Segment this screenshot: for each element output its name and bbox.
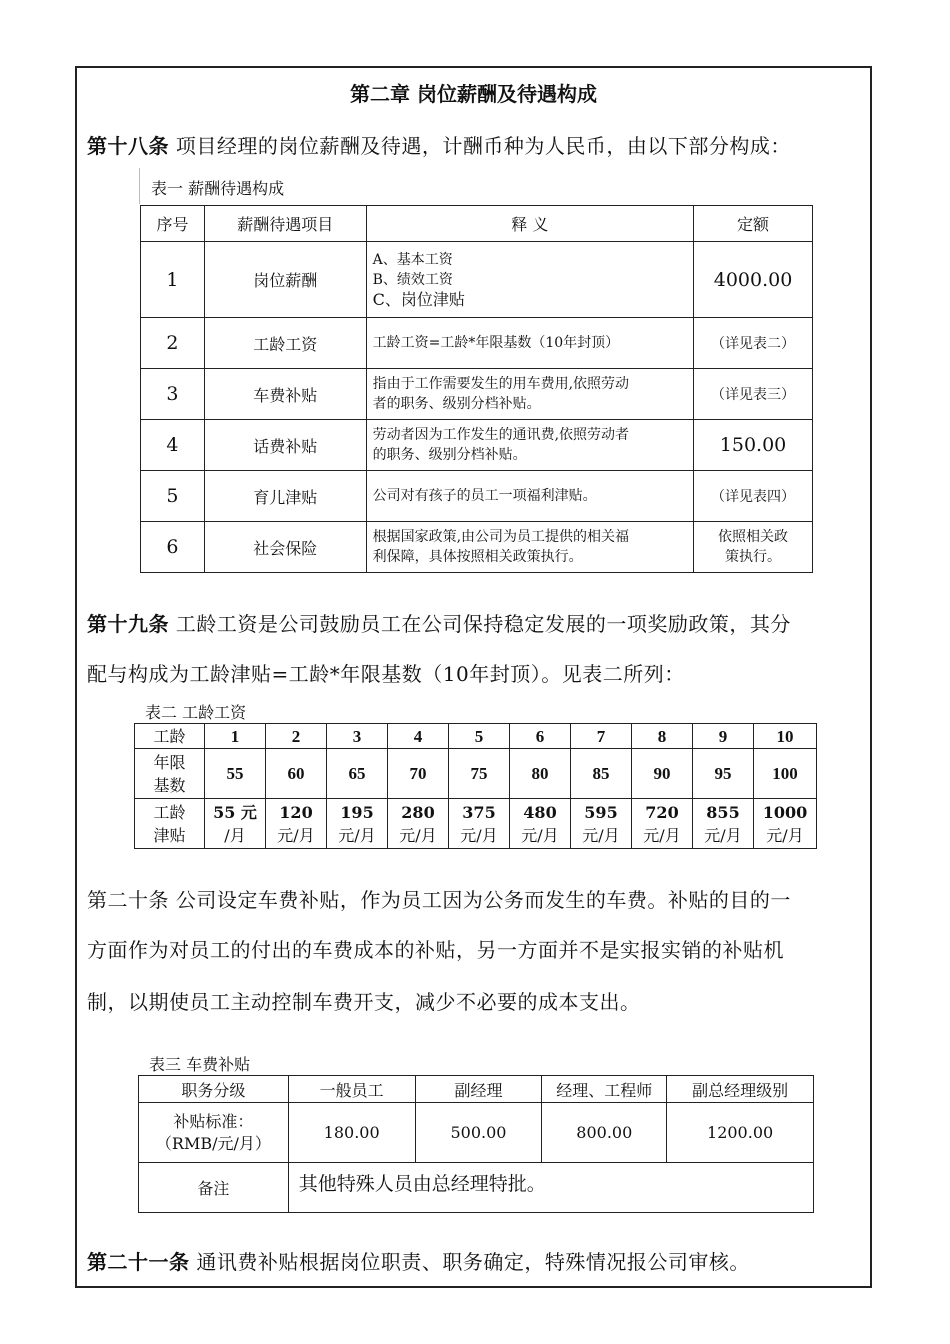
label-line: 津贴 [153, 825, 186, 845]
article-20-line: 制，以期使员工主动控制车费开支，减少不必要的成本支出。 [87, 990, 641, 1014]
row-item: 岗位薪酬 [204, 242, 366, 318]
table3-header: 职务分级 [139, 1076, 289, 1103]
allowance-unit: 元/月 [460, 825, 498, 845]
base-cell: 95 [693, 749, 754, 799]
article-21-text: 通讯费补贴根据岗位职责、职务确定，特殊情况报公司审核。 [196, 1250, 750, 1274]
caption-marker [139, 168, 140, 204]
allowance-unit: 元/月 [521, 825, 559, 845]
row-amount: （详见表四） [694, 471, 813, 522]
note-text: 其他特殊人员由总经理特批。 [288, 1163, 813, 1213]
article-18-label: 第十八条 [87, 134, 169, 158]
row-number: 4 [141, 420, 205, 471]
allowance-unit: 元/月 [704, 825, 742, 845]
year-cell: 2 [266, 724, 327, 749]
base-cell: 90 [632, 749, 693, 799]
chapter-title: 第二章 岗位薪酬及待遇构成 [350, 82, 597, 106]
row-number: 1 [141, 242, 205, 318]
allowance-amount: 595 [584, 802, 618, 822]
row-item: 车费补贴 [204, 369, 366, 420]
document-frame [75, 66, 872, 1288]
article-19-line2: 配与构成为工龄津贴=工龄*年限基数（10年封顶）。见表二所列： [87, 662, 685, 686]
year-cell: 6 [510, 724, 571, 749]
base-cell: 55 [205, 749, 266, 799]
allowance-amount: 55 元 [213, 802, 257, 822]
explanation-line: 根据国家政策,由公司为员工提供的相关福 [372, 529, 630, 545]
allowance-cell [266, 799, 327, 849]
year-cell: 1 [205, 724, 266, 749]
allowance-cell [510, 799, 571, 849]
article-19-text: 工龄工资是公司鼓励员工在公司保持稳定发展的一项奖励政策，其分 [175, 612, 791, 636]
row-explanation [366, 471, 693, 522]
article-19-line1 [87, 608, 791, 637]
allowance-unit: 元/月 [643, 825, 681, 845]
table1-header: 释 义 [366, 206, 693, 242]
row-amount [694, 522, 813, 573]
label-line: 工龄 [153, 802, 186, 822]
allowance-amount: 1000 [762, 802, 808, 822]
standard-label [139, 1103, 289, 1163]
table3-header: 副经理 [415, 1076, 542, 1103]
row-label [135, 749, 205, 799]
table-row [141, 420, 813, 471]
standard-row [139, 1103, 814, 1163]
row-label [135, 799, 205, 849]
allowance-amount: 720 [645, 802, 679, 822]
travel-allowance-table [138, 1075, 814, 1213]
amount-line: 策执行。 [725, 549, 782, 565]
row-number: 5 [141, 471, 205, 522]
year-cell: 9 [693, 724, 754, 749]
base-cell: 70 [388, 749, 449, 799]
explanation-line: B、绩效工资 [372, 271, 453, 288]
allowance-cell [205, 799, 266, 849]
standard-value: 180.00 [288, 1103, 415, 1163]
year-cell: 8 [632, 724, 693, 749]
row-item: 话费补贴 [204, 420, 366, 471]
allowance-row [135, 799, 817, 849]
row-explanation [366, 522, 693, 573]
table3-header: 经理、工程师 [542, 1076, 667, 1103]
allowance-unit: 元/月 [399, 825, 437, 845]
explanation-line: 利保障，具体按照相关政策执行。 [372, 549, 583, 565]
table-row [141, 522, 813, 573]
base-cell: 85 [571, 749, 632, 799]
table1-header: 定额 [694, 206, 813, 242]
standard-value: 800.00 [542, 1103, 667, 1163]
allowance-unit: 元/月 [582, 825, 620, 845]
note-label: 备注 [139, 1163, 289, 1213]
explanation-line: A、基本工资 [372, 251, 453, 268]
label-line: （RMB/元/月） [155, 1133, 271, 1153]
article-21-label: 第二十一条 [87, 1250, 190, 1274]
explanation-line: 的职务、级别分档补贴。 [372, 447, 527, 463]
article-19-label: 第十九条 [87, 612, 169, 636]
row-amount: 4000.00 [694, 242, 813, 318]
year-cell: 7 [571, 724, 632, 749]
article-21 [87, 1246, 750, 1275]
year-cell: 3 [327, 724, 388, 749]
row-number: 6 [141, 522, 205, 573]
table-row [141, 318, 813, 369]
row-number: 3 [141, 369, 205, 420]
row-explanation [366, 318, 693, 369]
table3-header: 一般员工 [288, 1076, 415, 1103]
table-row [141, 369, 813, 420]
label-line: 年限 [153, 752, 186, 772]
table-row [141, 471, 813, 522]
allowance-unit: 元/月 [766, 825, 804, 845]
allowance-amount: 855 [706, 802, 740, 822]
amount-line: 依照相关政 [718, 529, 789, 545]
allowance-unit: 元/月 [277, 825, 315, 845]
year-cell: 5 [449, 724, 510, 749]
article-20-line: 方面作为对员工的付出的车费成本的补贴，另一方面并不是实报实销的补贴机 [87, 938, 784, 962]
article-20-line: 第二十条 公司设定车费补贴，作为员工因为公务而发生的车费。补贴的目的一 [87, 888, 791, 912]
base-row [135, 749, 817, 799]
seniority-table [134, 723, 817, 849]
allowance-amount: 480 [523, 802, 557, 822]
base-cell: 100 [754, 749, 817, 799]
table-row [141, 242, 813, 318]
allowance-cell [449, 799, 510, 849]
allowance-unit: 元/月 [338, 825, 376, 845]
standard-value: 500.00 [415, 1103, 542, 1163]
year-cell: 10 [754, 724, 817, 749]
row-number: 2 [141, 318, 205, 369]
explanation-line: 公司对有孩子的员工一项福利津贴。 [372, 488, 597, 504]
allowance-cell [571, 799, 632, 849]
explanation-line: 劳动者因为工作发生的通讯费,依照劳动者 [372, 427, 630, 443]
base-cell: 60 [266, 749, 327, 799]
table1-header: 薪酬待遇项目 [204, 206, 366, 242]
allowance-cell [327, 799, 388, 849]
table2-caption: 表二 工龄工资 [145, 703, 247, 722]
allowance-cell [754, 799, 817, 849]
table3-caption: 表三 车费补贴 [149, 1055, 251, 1074]
row-explanation [366, 242, 693, 318]
article-18-text: 项目经理的岗位薪酬及待遇，计酬币种为人民币，由以下部分构成： [175, 134, 791, 158]
salary-structure-table [140, 205, 813, 573]
standard-value: 1200.00 [667, 1103, 814, 1163]
table1-header: 序号 [141, 206, 205, 242]
base-cell: 80 [510, 749, 571, 799]
row-item: 育儿津贴 [204, 471, 366, 522]
row-explanation [366, 369, 693, 420]
explanation-line: 工龄工资=工龄*年限基数（10年封顶） [372, 335, 620, 351]
row-amount: 150.00 [694, 420, 813, 471]
label-line: 补贴标准： [173, 1111, 254, 1131]
allowance-unit: /月 [224, 825, 246, 845]
allowance-amount: 195 [340, 802, 374, 822]
row-label: 工龄 [135, 724, 205, 749]
allowance-cell [632, 799, 693, 849]
table3-header: 副总经理级别 [667, 1076, 814, 1103]
label-line: 基数 [153, 775, 186, 795]
allowance-cell [693, 799, 754, 849]
row-explanation [366, 420, 693, 471]
note-row [139, 1163, 814, 1213]
row-item: 社会保险 [204, 522, 366, 573]
row-amount: （详见表二） [694, 318, 813, 369]
table1-header-row [141, 206, 813, 242]
allowance-amount: 375 [462, 802, 496, 822]
table3-header-row [139, 1076, 814, 1103]
row-item: 工龄工资 [204, 318, 366, 369]
table1-caption: 表一 薪酬待遇构成 [151, 179, 285, 198]
allowance-amount: 120 [279, 802, 313, 822]
explanation-line: 者的职务、级别分档补贴。 [372, 396, 541, 412]
explanation-line: C、岗位津贴 [372, 289, 465, 309]
years-row [135, 724, 817, 749]
allowance-amount: 280 [401, 802, 435, 822]
row-amount: （详见表三） [694, 369, 813, 420]
allowance-cell [388, 799, 449, 849]
article-18 [87, 130, 791, 159]
base-cell: 65 [327, 749, 388, 799]
explanation-line: 指由于工作需要发生的用车费用,依照劳动 [372, 376, 630, 392]
year-cell: 4 [388, 724, 449, 749]
base-cell: 75 [449, 749, 510, 799]
